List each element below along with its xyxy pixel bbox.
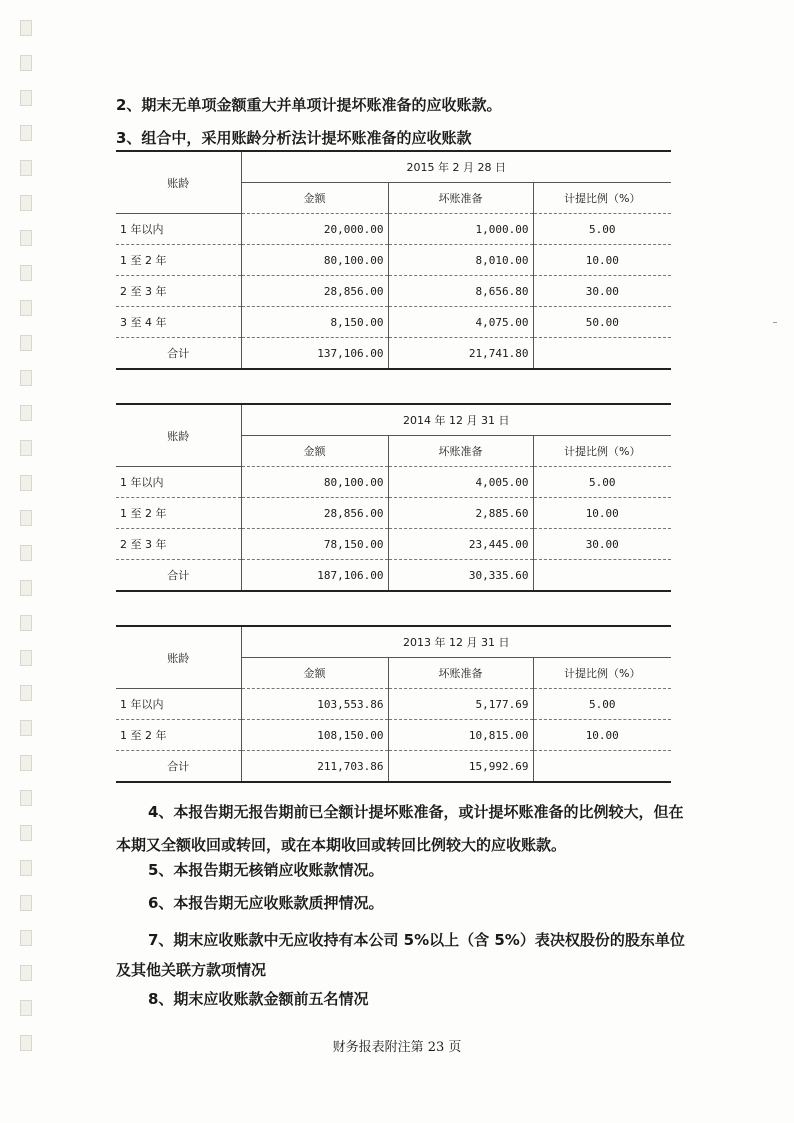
ratio-cell: 10.00 (533, 498, 671, 529)
binding-mark (20, 825, 32, 841)
aging-cell: 3 至 4 年 (116, 307, 241, 338)
total-row (116, 560, 671, 592)
total-ratio-empty (533, 560, 671, 592)
binding-mark (20, 300, 32, 316)
paragraph-item-8: 8、期末应收账款金额前五名情况 (148, 990, 369, 1008)
binding-mark (20, 685, 32, 701)
binding-mark (20, 545, 32, 561)
table-date-header: 2013 年 12 月 31 日 (241, 626, 671, 658)
table-row (116, 720, 671, 751)
total-label: 合计 (116, 338, 241, 370)
binding-mark (20, 160, 32, 176)
ratio-cell: 30.00 (533, 276, 671, 307)
ratio-header: 计提比例（%） (533, 436, 671, 467)
table-row (116, 498, 671, 529)
total-provision: 30,335.60 (388, 560, 533, 592)
aging-cell: 1 至 2 年 (116, 720, 241, 751)
binding-mark (20, 335, 32, 351)
provision-header: 坏账准备 (388, 436, 533, 467)
binding-mark (20, 860, 32, 876)
total-ratio-empty (533, 751, 671, 783)
table-row (116, 276, 671, 307)
total-row (116, 751, 671, 783)
aging-cell: 2 至 3 年 (116, 276, 241, 307)
aging-cell: 2 至 3 年 (116, 529, 241, 560)
paragraph-item-3: 3、组合中，采用账龄分析法计提坏账准备的应收账款 (116, 129, 472, 147)
provision-cell: 4,005.00 (388, 467, 533, 498)
binding-mark (20, 580, 32, 596)
binding-mark (20, 510, 32, 526)
provision-cell: 10,815.00 (388, 720, 533, 751)
amount-header: 金额 (241, 658, 388, 689)
ratio-cell: 30.00 (533, 529, 671, 560)
provision-cell: 8,656.80 (388, 276, 533, 307)
binding-mark (20, 790, 32, 806)
ratio-cell: 50.00 (533, 307, 671, 338)
amount-header: 金额 (241, 436, 388, 467)
binding-mark (20, 230, 32, 246)
binding-mark (20, 195, 32, 211)
amount-cell: 8,150.00 (241, 307, 388, 338)
binding-mark (20, 895, 32, 911)
aging-table-2014 (116, 403, 671, 592)
table-date-header: 2014 年 12 月 31 日 (241, 404, 671, 436)
table-date-header: 2015 年 2 月 28 日 (241, 151, 671, 183)
amount-cell: 108,150.00 (241, 720, 388, 751)
scan-speck (773, 322, 777, 323)
amount-cell: 20,000.00 (241, 214, 388, 245)
provision-cell: 5,177.69 (388, 689, 533, 720)
provision-cell: 2,885.60 (388, 498, 533, 529)
binding-mark (20, 720, 32, 736)
amount-cell: 80,100.00 (241, 467, 388, 498)
aging-table-2015 (116, 150, 671, 370)
amount-cell: 103,553.86 (241, 689, 388, 720)
total-provision: 15,992.69 (388, 751, 533, 783)
binding-mark (20, 475, 32, 491)
ratio-cell: 5.00 (533, 689, 671, 720)
page-footer: 财务报表附注第 23 页 (332, 1040, 462, 1055)
paragraph-item-7: 7、期末应收账款中无应收持有本公司 5%以上（含 5%）表决权股份的股东单位及其他关联方款项情况 (116, 931, 685, 979)
amount-cell: 28,856.00 (241, 276, 388, 307)
amount-cell: 78,150.00 (241, 529, 388, 560)
binding-mark (20, 265, 32, 281)
aging-header: 账龄 (116, 151, 241, 214)
ratio-cell: 5.00 (533, 214, 671, 245)
total-row (116, 338, 671, 370)
binding-mark (20, 930, 32, 946)
total-amount: 187,106.00 (241, 560, 388, 592)
paragraph-item-5: 5、本报告期无核销应收账款情况。 (148, 861, 384, 879)
provision-cell: 1,000.00 (388, 214, 533, 245)
table-row (116, 214, 671, 245)
amount-cell: 28,856.00 (241, 498, 388, 529)
binding-mark (20, 90, 32, 106)
aging-cell: 1 年以内 (116, 467, 241, 498)
binding-mark (20, 1000, 32, 1016)
binding-mark (20, 965, 32, 981)
provision-header: 坏账准备 (388, 183, 533, 214)
total-amount: 211,703.86 (241, 751, 388, 783)
aging-header: 账龄 (116, 404, 241, 467)
amount-header: 金额 (241, 183, 388, 214)
table-row (116, 245, 671, 276)
binding-mark (20, 615, 32, 631)
table-row (116, 689, 671, 720)
binding-mark (20, 755, 32, 771)
aging-header: 账龄 (116, 626, 241, 689)
aging-cell: 1 年以内 (116, 689, 241, 720)
provision-header: 坏账准备 (388, 658, 533, 689)
ratio-cell: 5.00 (533, 467, 671, 498)
binding-mark (20, 440, 32, 456)
total-amount: 137,106.00 (241, 338, 388, 370)
table-row (116, 307, 671, 338)
ratio-header: 计提比例（%） (533, 183, 671, 214)
total-provision: 21,741.80 (388, 338, 533, 370)
paragraph-item-4: 4、本报告期无报告期前已全额计提坏账准备，或计提坏账准备的比例较大，但在本期又全额收回或转回，或在本期收回或转回比例较大的应收账款。 (116, 803, 684, 854)
total-label: 合计 (116, 751, 241, 783)
paragraph-item-6: 6、本报告期无应收账款质押情况。 (148, 894, 384, 912)
binding-mark (20, 125, 32, 141)
aging-cell: 1 至 2 年 (116, 498, 241, 529)
binding-strip (10, 20, 40, 1100)
aging-cell: 1 至 2 年 (116, 245, 241, 276)
ratio-cell: 10.00 (533, 245, 671, 276)
binding-mark (20, 55, 32, 71)
total-label: 合计 (116, 560, 241, 592)
aging-cell: 1 年以内 (116, 214, 241, 245)
binding-mark (20, 370, 32, 386)
provision-cell: 23,445.00 (388, 529, 533, 560)
table-row (116, 529, 671, 560)
aging-table-2013 (116, 625, 671, 783)
provision-cell: 8,010.00 (388, 245, 533, 276)
ratio-cell: 10.00 (533, 720, 671, 751)
amount-cell: 80,100.00 (241, 245, 388, 276)
provision-cell: 4,075.00 (388, 307, 533, 338)
paragraph-item-2: 2、期末无单项金额重大并单项计提坏账准备的应收账款。 (116, 96, 502, 114)
binding-mark (20, 20, 32, 36)
ratio-header: 计提比例（%） (533, 658, 671, 689)
table-row (116, 467, 671, 498)
total-ratio-empty (533, 338, 671, 370)
binding-mark (20, 650, 32, 666)
binding-mark (20, 405, 32, 421)
